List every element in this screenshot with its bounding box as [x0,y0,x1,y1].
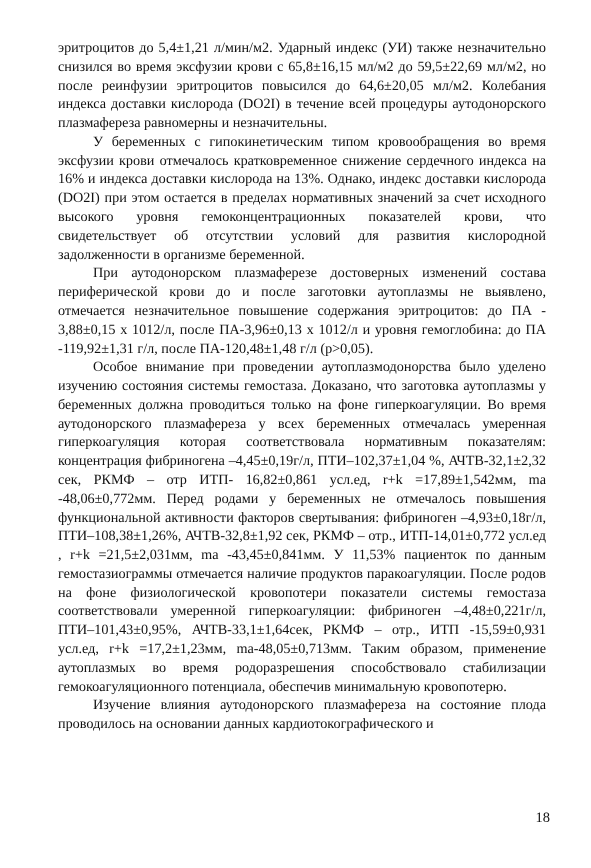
page-number: 18 [535,810,550,826]
paragraph-continuation: эритроцитов до 5,4±1,21 л/мин/м2. Ударный индекс (УИ) также незначительно снизился во время эксфузии крови с 65,8±16,15 мл/м2 до 59,5±22,69 мл/м2, но после реинфузии эритроцитов повысился до 64,6±20,05 мл/м2. Колебания индекса доставки кислорода (DO2I) в течение всей процедуры аутодонорского плазмафереза равномерны и незначительны. [58,40,546,132]
paragraph-hemostasis: Особое внимание при проведении аутоплазмодонорства было уделено изучению состояния системы гемостаза. Доказано, что заготовка аутоплазмы у беременных должна проводиться только на фоне гиперкоагуляции. Во время аутодонорского плазмафереза у всех беременных отмечалась умеренная гиперкоагуляция которая соответствовала нормативным показателям: концентрация фибриногена –4,45±0,19г/л, ПТИ–102,37±1,04 %, АЧТВ-32,1±2,32 сек, РКМФ – отр ИТП- 16,82±0,861 усл.ед, r+k =17,89±1,542мм, ma -48,06±0,772мм. Перед родами у беременных не отмечалось повышения функциональной активности факторов свертывания: фибриноген –4,93±0,18г/л, ПТИ–108,38±1,26%, АЧТВ-32,8±1,92 сек, РКМФ – отр., ИТП-14,01±0,772 усл.ед , r+k =21,5±2,031мм, ma -43,45±0,841мм. У 11,53% пациенток по данным гемостазиограммы отмечается наличие продуктов паракоагуляции. После родов на фоне физиологической кровопотери показатели системы гемостаза соответствовали умеренной гиперкоагуляции: фибриноген –4,48±0,221г/л, ПТИ–101,43±0,95%, АЧТВ-33,1±1,64сек, РКМФ – отр., ИТП -15,59±0,931 усл.ед, r+k =17,2±1,23мм, ma-48,05±0,713мм. Таким образом, применение аутоплазмых во время родоразрешения способствовало стабилизации гемокоагуляционного потенциала, обеспечив минимальную кровопотерю. [58,359,546,695]
paragraph-hypokinetic: У беременных с гипокинетическим типом кровообращения во время эксфузии крови отмечалось кратковременное снижение сердечного индекса на 16% и индекса доставки кислорода на 13%. Однако, индекс доставки кислорода (DO2I) при этом остается в пределах нормативных значений за счет исходного высокого уровня гемоконцентрационных показателей крови, что свидетельствует об отсутствии условий для развития кислородной задолженности в организме беременной. [58,133,546,263]
paragraph-fetal-study: Изучение влияния аутодонорского плазмафереза на состояние плода проводилось на основании данных кардиотокографического и [58,697,546,733]
body-text [58,39,546,734]
paragraph-peripheral-blood: При аутодонорском плазмаферезе достоверных изменений состава периферической крови до и после заготовки аутоплазмы не выявлено, отмечается незначительное повышение содержания эритроцитов: до ПА - 3,88±0,15 х 1012/л, после ПА-3,96±0,13 х 1012/л и уровня гемоглобина: до ПА -119,92±1,31 г/л, после ПА-120,48±1,48 г/л (р>0,05). [58,265,546,357]
